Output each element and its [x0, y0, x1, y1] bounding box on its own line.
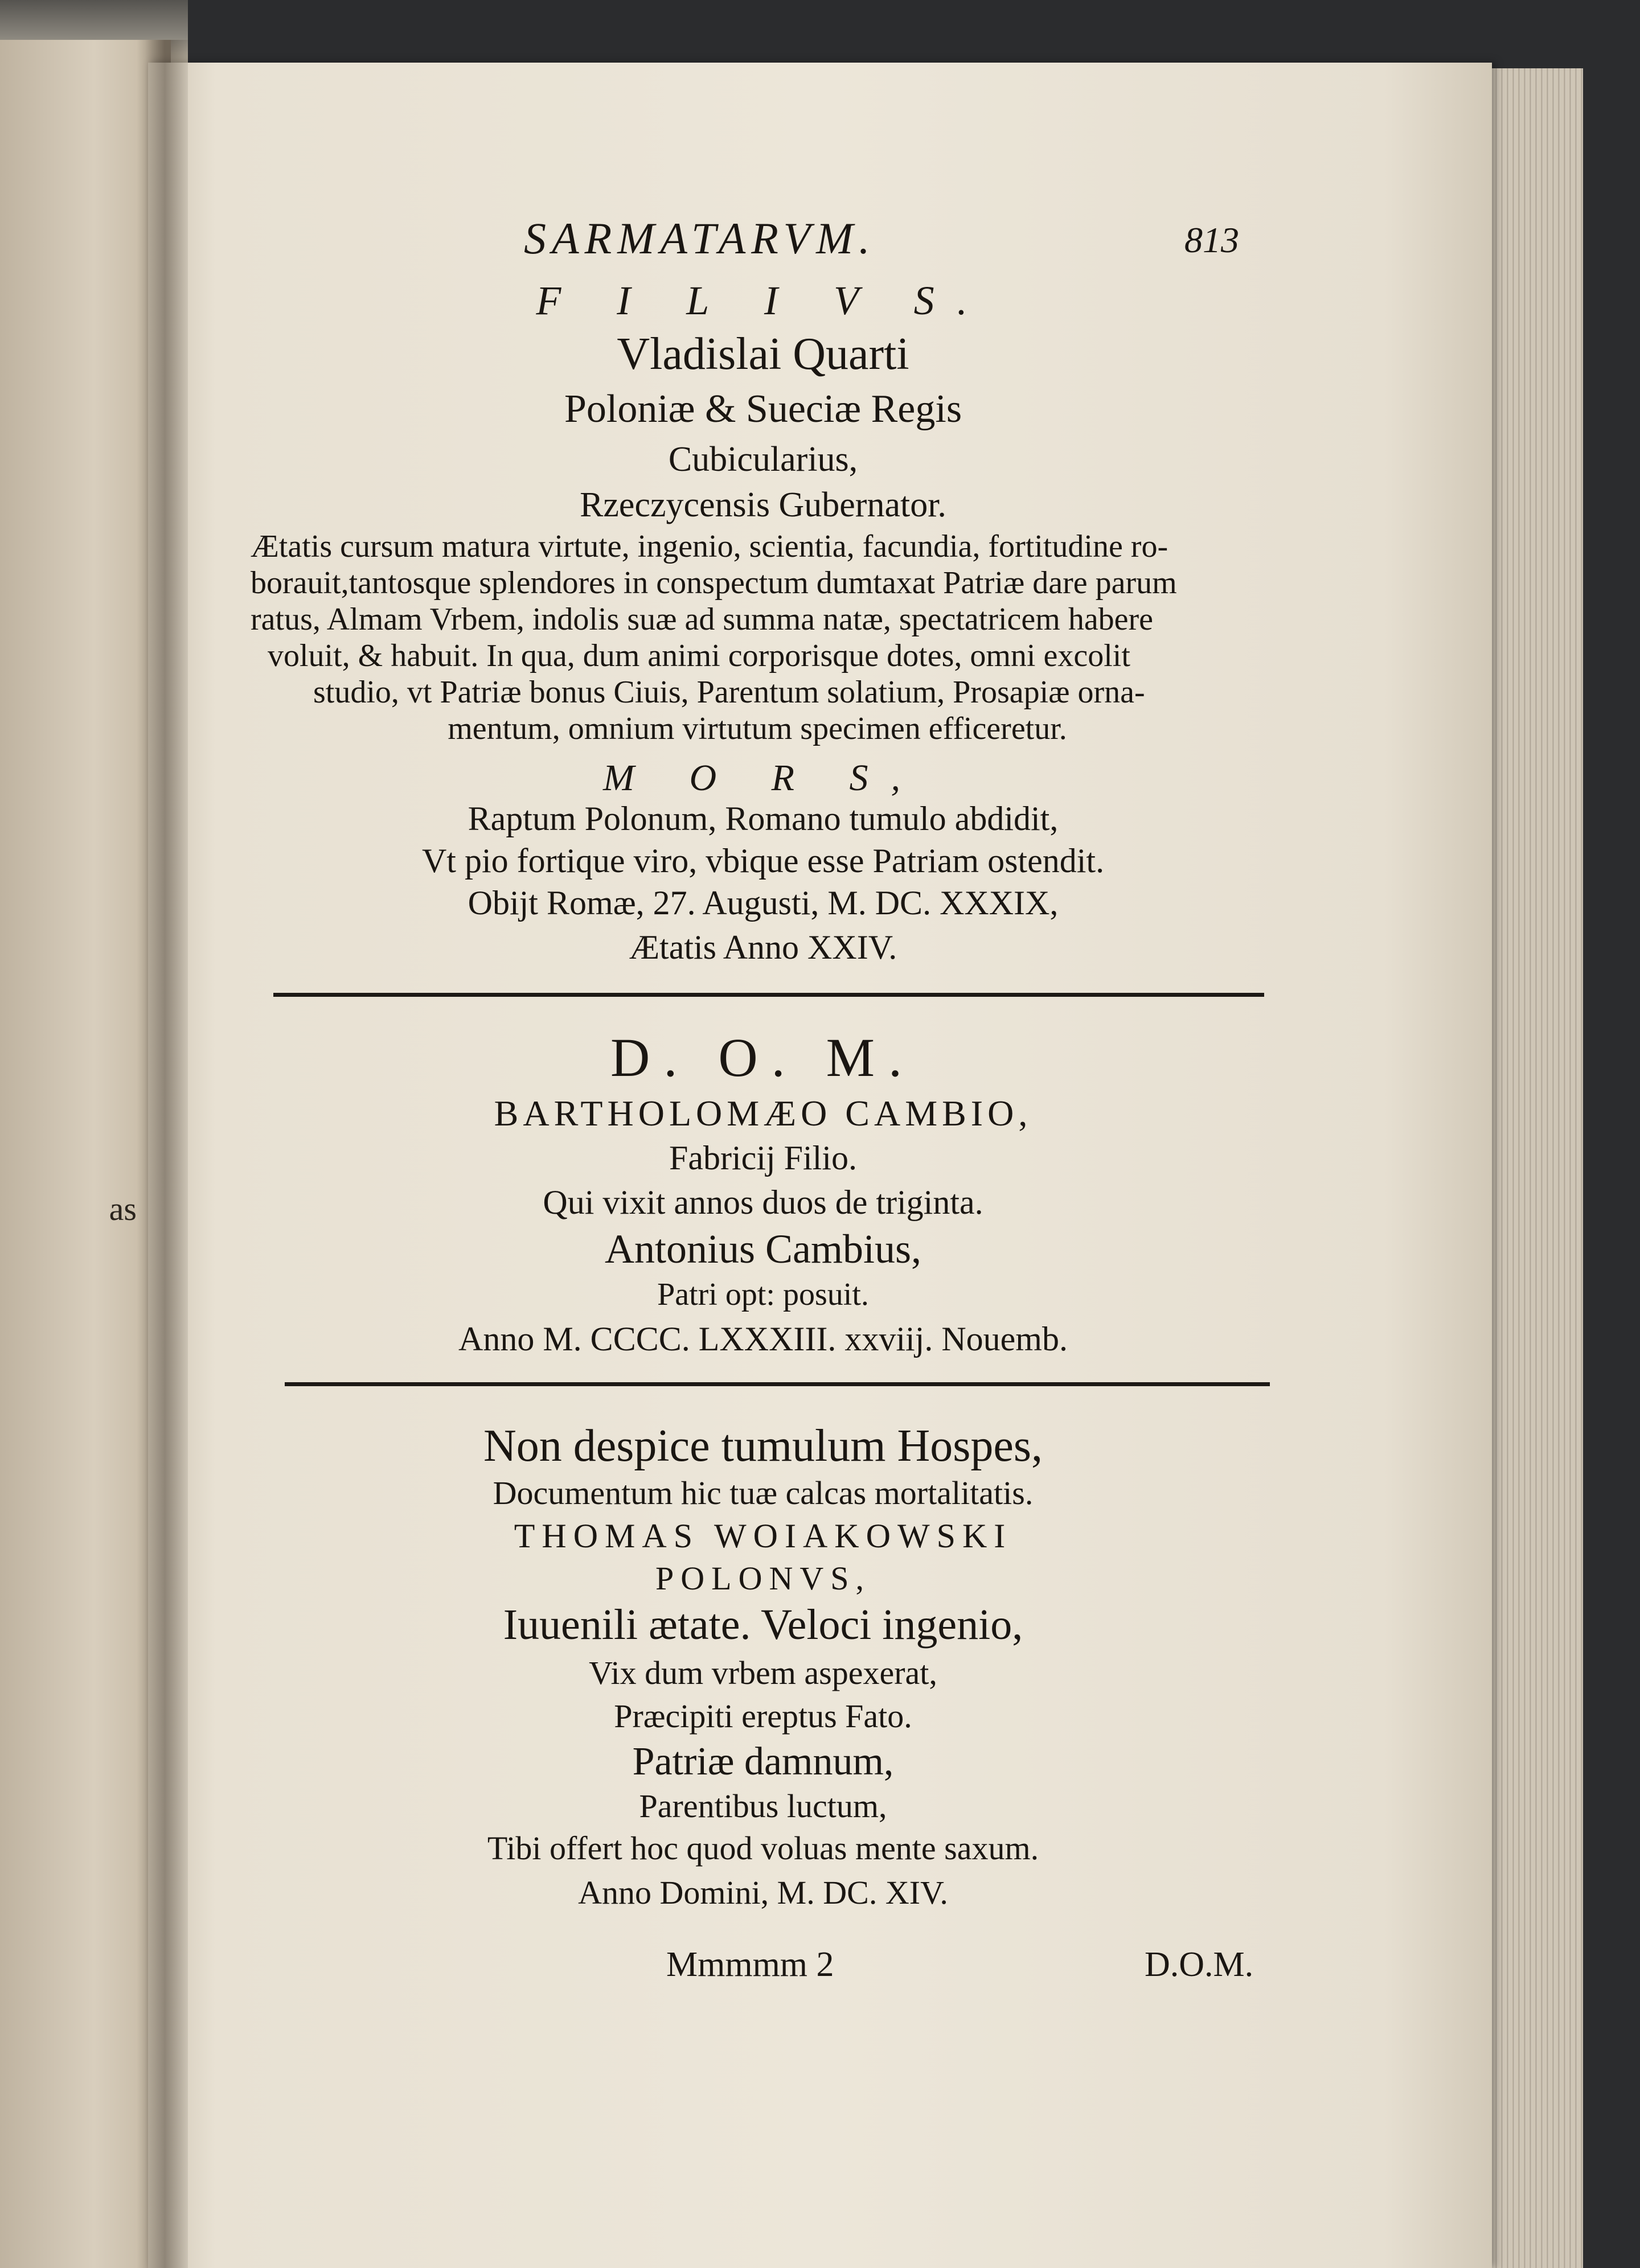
epitaph3-line: Documentum hic tuæ calcas mortalitatis.: [493, 1474, 1034, 1511]
epitaph1-death1: Raptum Polonum, Romano tumulo abdidit,: [468, 800, 1059, 837]
left-page-fragment: as: [109, 1190, 137, 1227]
epitaph2-dom: D. O. M.: [610, 1027, 916, 1088]
epitaph1-age: Ætatis Anno XXIV.: [629, 928, 897, 966]
epitaph3-line: Tibi offert hoc quod voluas mente saxum.: [487, 1830, 1039, 1867]
epitaph2-filio: Fabricij Filio.: [669, 1139, 857, 1177]
epitaph3-line: Iuuenili ætate. Veloci ingenio,: [503, 1601, 1023, 1649]
signature-mark: Mmmmm 2: [666, 1945, 834, 1984]
epitaph1-name: Vladislai Quarti: [617, 329, 909, 379]
epitaph3-line: THOMAS WOIAKOWSKI: [514, 1517, 1012, 1555]
epitaph3-line: Anno Domini, M. DC. XIV.: [578, 1874, 948, 1911]
epitaph2-posuit: Patri opt: posuit.: [657, 1277, 869, 1312]
epitaph2-vixit: Qui vixit annos duos de triginta.: [543, 1184, 983, 1221]
epitaph3-line: POLONVS,: [655, 1560, 871, 1597]
epitaph1-text: [251, 528, 1264, 747]
epitaph1-text-line: studio, vt Patriæ bonus Ciuis, Parentum solatium, Prosapiæ orna-: [313, 675, 1145, 710]
epitaph1-date: Obijt Romæ, 27. Augusti, M. DC. XXXIX,: [468, 884, 1059, 922]
epitaph1-text-line: voluit, & habuit. In qua, dum animi corporisque dotes, omni excolit: [268, 638, 1130, 673]
epitaph1-text-line: ratus, Almam Vrbem, indolis suæ ad summa natæ, spectatricem habere: [251, 602, 1154, 637]
epitaph3-line: Præcipiti ereptus Fato.: [614, 1698, 912, 1735]
epitaph1-title2: Cubicularius,: [668, 440, 858, 479]
gutter-shadow: [137, 40, 188, 2268]
catchword: D.O.M.: [1145, 1945, 1254, 1984]
running-head: SARMATARVM.: [524, 213, 876, 263]
epitaph1-title1: Poloniæ & Sueciæ Regis: [564, 387, 962, 431]
epitaph1-death2: Vt pio fortique viro, vbique esse Patriam ostendit.: [421, 842, 1105, 880]
epitaph1-heading: F I L I V S.: [536, 278, 990, 323]
epitaph1-text-line: Ætatis cursum matura virtute, ingenio, scientia, facundia, fortitudine ro-: [251, 529, 1168, 564]
epitaph3-line: Vix dum vrbem aspexerat,: [589, 1654, 937, 1691]
epitaph2-date: Anno M. CCCC. LXXXIII. xxviij. Nouemb.: [458, 1320, 1068, 1358]
epitaph3-line: Parentibus luctum,: [639, 1788, 887, 1825]
epitaph1-mors: M O R S,: [603, 757, 923, 799]
epitaph1-title3: Rzeczycensis Gubernator.: [580, 486, 946, 524]
separator-rule: [285, 1382, 1270, 1386]
epitaph1-text-line: mentum, omnium virtutum specimen efficeretur.: [448, 711, 1067, 746]
epitaph1-text-line: borauit,tantosque splendores in conspectum dumtaxat Patriæ dare parum: [251, 565, 1177, 601]
separator-rule: [273, 993, 1264, 997]
page-number: 813: [1184, 220, 1239, 260]
epitaph2-dedicator: Antonius Cambius,: [604, 1226, 922, 1272]
epitaph3-line: Patriæ damnum,: [632, 1740, 894, 1784]
epitaph2-name: BARTHOLOMÆO CAMBIO,: [494, 1093, 1032, 1133]
epitaph3-line: Non despice tumulum Hospes,: [483, 1421, 1043, 1471]
